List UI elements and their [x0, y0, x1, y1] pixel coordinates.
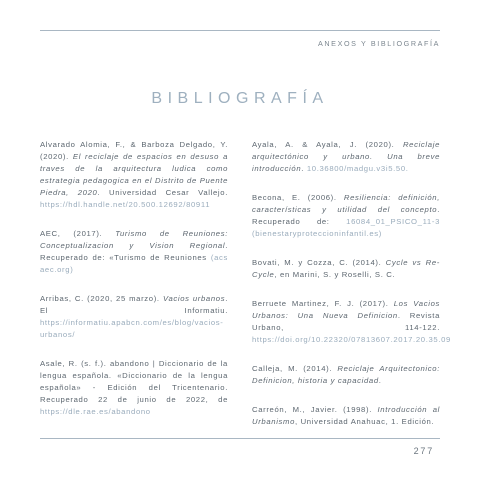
reference-entry: Alvarado Alomia, F., & Barboza Delgado, Y. (2020). El reciclaje de espacios en desuso a traves de la arquitectura ludica como estrategia pedagogica en el Distrito de Puente Piedra, 2020. Universidad Cesar Vallejo. https://hdl.handle.net/20.500.12692/80911 [40, 139, 229, 209]
reference-link[interactable]: https://informatiu.apabcn.com/es/blog/vacios-urbanos/ [40, 317, 224, 339]
reference-entry: Arribas, C. (2020, 25 marzo). Vacios urbanos. El Informatiu. https://informatiu.apabcn.com/es/blog/vacios-urbanos/ [40, 293, 228, 339]
reference-entry: Calleja, M. (2014). Reciclaje Arquitectonico: Definicion, historia y capacidad. [252, 363, 440, 385]
bibliography-columns [40, 131, 451, 445]
reference-entry: Bovati, M. y Cozza, C. (2014). Cycle vs Re-Cycle, en Marini, S. y Roselli, S. C. [252, 257, 440, 279]
header-rule [40, 30, 440, 31]
reference-entry: Becona, E. (2006). Resiliencia: definición, características y utilidad del concepto. Recuperado de: 16084_01_PSICO_11-3 (bienestaryproteccioninfantil.es) [252, 192, 440, 238]
reference-link[interactable]: (acs aec.org) [40, 252, 228, 274]
footer-rule [40, 438, 440, 439]
left-column [40, 131, 228, 445]
reference-link[interactable]: https://hdl.handle.net/20.500.12692/80911 [40, 199, 211, 209]
reference-link[interactable]: https://doi.org/10.22320/07813607.2017.20.35.09 [252, 334, 451, 344]
reference-entry: Berruete Martinez, F. J. (2017). Los Vacios Urbanos: Una Nueva Definicion. Revista Urbano, 114-122. https://doi.org/10.22320/07813607.2017.20.35.09 [252, 298, 451, 344]
section-header: ANEXOS Y BIBLIOGRAFÍA [317, 39, 440, 48]
reference-link[interactable]: 16084_01_PSICO_11-3 (bienestaryproteccioninfantil.es) [252, 216, 440, 238]
right-column [252, 131, 451, 445]
page-number: 277 [413, 446, 434, 456]
reference-entry: AEC, (2017). Turismo de Reuniones: Conceptualizacion y Vision Regional. Recuperado de: «Turismo de Reuniones (acs aec.org) [40, 228, 228, 274]
reference-link[interactable]: https://dle.rae.es/abandono [40, 406, 151, 416]
page-title: BIBLIOGRAFÍA [151, 90, 329, 107]
reference-entry: Ayala, A. & Ayala, J. (2020). Reciclaje arquitectónico y urbano. Una breve introducción. 10.36800/madgu.v3i5.50. [252, 139, 440, 173]
reference-entry: Asale, R. (s. f.). abandono | Diccionario de la lengua española. «Diccionario de la lengua española» - Edición del Tricentenario. Recuperado 22 de junio de 2022, de https://dle.rae.es/abandono [40, 358, 228, 416]
reference-link[interactable]: 10.36800/madgu.v3i5.50. [306, 163, 409, 173]
reference-entry: Carreón, M., Javier. (1998). Introducción al Urbanismo, Universidad Anahuac, 1. Edición. [252, 404, 441, 426]
